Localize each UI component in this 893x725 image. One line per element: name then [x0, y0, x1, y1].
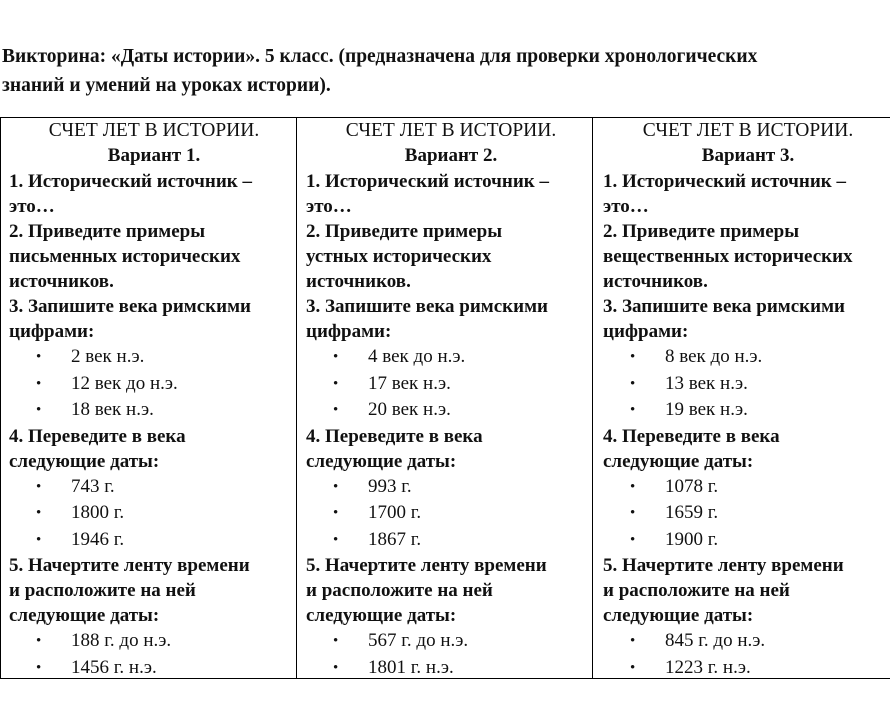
bullet-icon: • [630, 402, 636, 418]
bullet-icon: • [36, 505, 42, 521]
bullet-icon: • [333, 531, 339, 548]
bullet-icon: • [333, 478, 339, 495]
list-item [603, 527, 893, 554]
list-item [603, 344, 893, 371]
bullet-icon: • [333, 633, 339, 649]
question-4-line-2: следующие даты: [306, 450, 457, 472]
list-item-text: 1078 г. [665, 475, 719, 497]
bullet-icon: • [36, 402, 42, 418]
list-item [306, 344, 596, 371]
bullet-icon: • [630, 659, 636, 676]
question-2-line-2: устных исторических [306, 246, 492, 267]
bullet-icon: • [36, 659, 42, 676]
bullet-icon: • [36, 478, 42, 495]
variant-column-2 [306, 118, 596, 681]
list-item-text: 12 век до н.э. [71, 372, 178, 394]
question-4-line-2: следующие даты: [9, 450, 160, 472]
list-item-text: 845 г. до н.э. [665, 630, 766, 651]
list-item [9, 474, 299, 501]
list-item-text: 18 век н.э. [71, 399, 154, 420]
list-item-text: 1800 г. [71, 502, 125, 523]
bullet-icon: • [333, 349, 339, 365]
bullet-icon: • [333, 505, 339, 521]
question-2-line-1: 2. Приведите примеры [603, 221, 800, 242]
list-item-text: 1659 г. [665, 502, 719, 523]
question-3-line-1: 3. Запишите века римскими [603, 296, 845, 317]
question-1-line-1: 1. Исторический источник – [603, 171, 846, 192]
list-item [603, 474, 893, 501]
table-border-left [0, 118, 1, 678]
bullet-icon: • [630, 531, 636, 548]
list-item-text: 1223 г. н.э. [665, 656, 751, 678]
bullet-icon: • [630, 375, 636, 392]
list-item-text: 1700 г. [368, 502, 422, 523]
question-5-line-3: следующие даты: [9, 605, 160, 626]
list-item [603, 397, 893, 424]
question-4-line-1: 4. Переведите в века [9, 425, 186, 447]
list-item [603, 500, 893, 527]
question-3-line-2: цифрами: [603, 321, 689, 342]
quiz-table [0, 117, 890, 679]
question-5-line-2: и расположите на ней [306, 580, 493, 601]
list-item-text: 993 г. [368, 475, 412, 497]
list-item-text: 20 век н.э. [368, 399, 451, 420]
question-2-line-2: письменных исторических [9, 246, 241, 267]
list-item-text: 1946 г. [71, 528, 125, 550]
question-5-line-1: 5. Начертите ленту времени [603, 555, 844, 576]
bullet-icon: • [630, 349, 636, 365]
list-item [9, 628, 299, 655]
bullet-icon: • [630, 478, 636, 495]
list-item-text: 17 век н.э. [368, 372, 451, 394]
question-2-line-2: вещественных исторических [603, 246, 853, 267]
list-item-text: 1900 г. [665, 528, 719, 550]
list-item [306, 500, 596, 527]
question-5-line-3: следующие даты: [603, 605, 754, 626]
list-item-text: 1867 г. [368, 528, 422, 550]
column-header: СЧЕТ ЛЕТ В ИСТОРИИ. [642, 120, 854, 141]
list-item-text: 743 г. [71, 475, 115, 497]
title-line-1: Викторина: «Даты истории». 5 класс. (предназначена для проверки хронологических [2, 46, 758, 67]
bullet-icon: • [36, 633, 42, 649]
question-2-line-3: источников. [306, 271, 411, 292]
question-3-line-1: 3. Запишите века римскими [306, 296, 548, 317]
question-2-line-3: источников. [603, 271, 708, 292]
column-header: СЧЕТ ЛЕТ В ИСТОРИИ. [48, 120, 260, 141]
title-line-2: знаний и умений на уроках истории). [2, 75, 331, 96]
list-item [306, 527, 596, 554]
variant-label: Вариант 3. [701, 145, 795, 166]
question-5-line-2: и расположите на ней [9, 580, 196, 601]
question-1-line-2: это… [603, 196, 649, 217]
list-item [603, 628, 893, 655]
list-item [603, 371, 893, 398]
list-item-text: 8 век до н.э. [665, 346, 763, 367]
list-item-text: 19 век н.э. [665, 399, 748, 420]
question-1-line-2: это… [9, 196, 55, 217]
question-3-line-1: 3. Запишите века римскими [9, 296, 251, 317]
question-3-line-2: цифрами: [9, 321, 95, 342]
question-1-line-1: 1. Исторический источник – [9, 171, 252, 192]
variant-label: Вариант 2. [404, 145, 498, 166]
bullet-icon: • [333, 402, 339, 418]
variant-column-1 [9, 118, 299, 681]
page-title [2, 42, 832, 100]
bullet-icon: • [333, 659, 339, 676]
list-item [9, 344, 299, 371]
list-item [306, 474, 596, 501]
list-item [306, 628, 596, 655]
list-item [306, 655, 596, 682]
list-item-text: 1801 г. н.э. [368, 656, 454, 678]
bullet-icon: • [36, 349, 42, 365]
question-5-line-1: 5. Начертите ленту времени [9, 555, 250, 576]
question-1-line-2: это… [306, 196, 352, 217]
list-item [306, 371, 596, 398]
question-2-line-1: 2. Приведите примеры [9, 221, 206, 242]
bullet-icon: • [36, 531, 42, 548]
question-4-line-1: 4. Переведите в века [306, 425, 483, 447]
question-5-line-1: 5. Начертите ленту времени [306, 555, 547, 576]
variant-label: Вариант 1. [107, 145, 201, 166]
question-5-line-2: и расположите на ней [603, 580, 790, 601]
list-item [9, 397, 299, 424]
bullet-icon: • [333, 375, 339, 392]
question-5-line-3: следующие даты: [306, 605, 457, 626]
variant-column-3 [603, 118, 893, 681]
question-4-line-2: следующие даты: [603, 450, 754, 472]
bullet-icon: • [36, 375, 42, 392]
list-item [9, 527, 299, 554]
list-item-text: 188 г. до н.э. [71, 630, 172, 651]
question-4-line-1: 4. Переведите в века [603, 425, 780, 447]
list-item [9, 655, 299, 682]
list-item-text: 1456 г. н.э. [71, 656, 157, 678]
list-item-text: 567 г. до н.э. [368, 630, 469, 651]
column-header: СЧЕТ ЛЕТ В ИСТОРИИ. [345, 120, 557, 141]
list-item-text: 13 век н.э. [665, 372, 748, 394]
question-1-line-1: 1. Исторический источник – [306, 171, 549, 192]
list-item-text: 2 век н.э. [71, 346, 145, 367]
list-item [9, 500, 299, 527]
bullet-icon: • [630, 505, 636, 521]
question-2-line-1: 2. Приведите примеры [306, 221, 503, 242]
list-item [603, 655, 893, 682]
question-2-line-3: источников. [9, 271, 114, 292]
list-item-text: 4 век до н.э. [368, 346, 466, 367]
question-3-line-2: цифрами: [306, 321, 392, 342]
list-item [9, 371, 299, 398]
list-item [306, 397, 596, 424]
bullet-icon: • [630, 633, 636, 649]
